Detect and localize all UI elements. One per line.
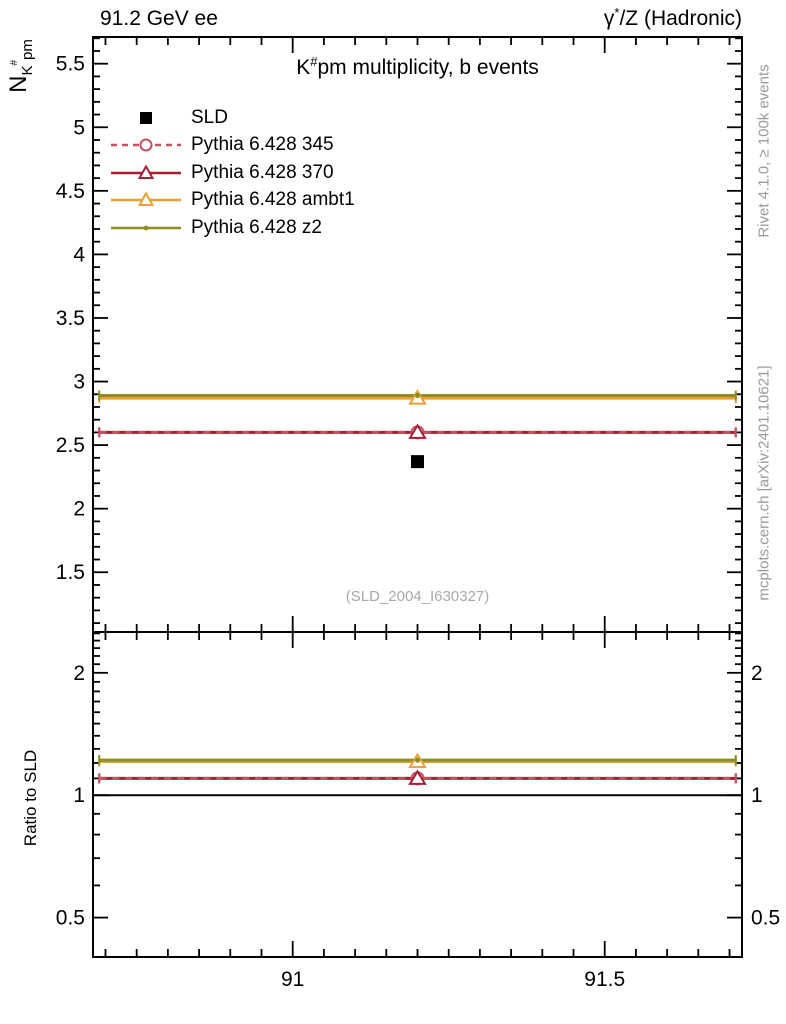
process-gamma: γ [603, 7, 615, 30]
legend-label: Pythia 6.428 z2 [191, 216, 322, 238]
svg-text:91.5: 91.5 [584, 968, 626, 991]
header-process-label [604, 7, 742, 31]
ylabel-sub-sup: # [9, 59, 20, 66]
ylabel-sub-base: K [18, 65, 36, 76]
legend-marker-sld-square-icon [110, 105, 182, 131]
legend-item-pythia-370 [110, 159, 355, 187]
legend-item-pythia-z2 [110, 214, 355, 242]
y-axis-label-main [5, 39, 36, 93]
ylabel-sub-rest: pm [18, 39, 36, 60]
svg-text:2.5: 2.5 [55, 434, 85, 458]
svg-text:4.5: 4.5 [55, 179, 85, 203]
plot-title [93, 56, 742, 80]
title-rest: pm multiplicity, b events [317, 56, 539, 79]
svg-text:2: 2 [751, 661, 763, 685]
svg-text:3: 3 [73, 370, 85, 394]
svg-text:5.5: 5.5 [55, 52, 85, 76]
ylabel-base: N [5, 75, 32, 93]
process-rest: /Z (Hadronic) [619, 7, 742, 30]
legend-item-sld [110, 104, 355, 132]
process-star-sup: * [614, 5, 620, 20]
svg-text:91: 91 [281, 968, 305, 991]
svg-text:2: 2 [73, 661, 85, 685]
legend-label: SLD [191, 106, 228, 128]
svg-text:1: 1 [751, 784, 763, 808]
svg-text:2: 2 [73, 497, 85, 521]
svg-text:5: 5 [73, 116, 85, 140]
title-base: K [296, 56, 311, 79]
header-beam-label: 91.2 GeV ee [100, 7, 218, 30]
legend-marker-dashed-circle-icon [110, 132, 182, 158]
legend-item-pythia-ambt1 [110, 187, 355, 215]
legend-label: Pythia 6.428 ambt1 [191, 189, 355, 211]
svg-text:3.5: 3.5 [55, 306, 85, 330]
legend-marker-triangle-icon [110, 187, 182, 213]
analysis-id-watermark: (SLD_2004_I630327) [345, 588, 490, 605]
svg-text:1: 1 [73, 784, 85, 808]
mcplots-attribution-note: mcplots.cern.ch [arXiv:2401.10621] [755, 365, 773, 601]
legend-marker-triangle-icon [110, 160, 182, 186]
legend-label: Pythia 6.428 345 [191, 134, 334, 156]
legend-marker-dot-icon [110, 215, 182, 241]
y-axis-label-ratio: Ratio to SLD [21, 749, 40, 847]
legend [110, 104, 355, 242]
svg-text:1.5: 1.5 [55, 561, 85, 585]
svg-text:4: 4 [73, 243, 85, 267]
title-sup: # [310, 54, 318, 69]
legend-item-pythia-345 [110, 132, 355, 160]
svg-text:0.5: 0.5 [751, 906, 781, 930]
legend-label: Pythia 6.428 370 [191, 161, 334, 183]
svg-text:0.5: 0.5 [55, 906, 85, 930]
rivet-version-note: Rivet 4.1.0, ≥ 100k events [755, 64, 773, 238]
